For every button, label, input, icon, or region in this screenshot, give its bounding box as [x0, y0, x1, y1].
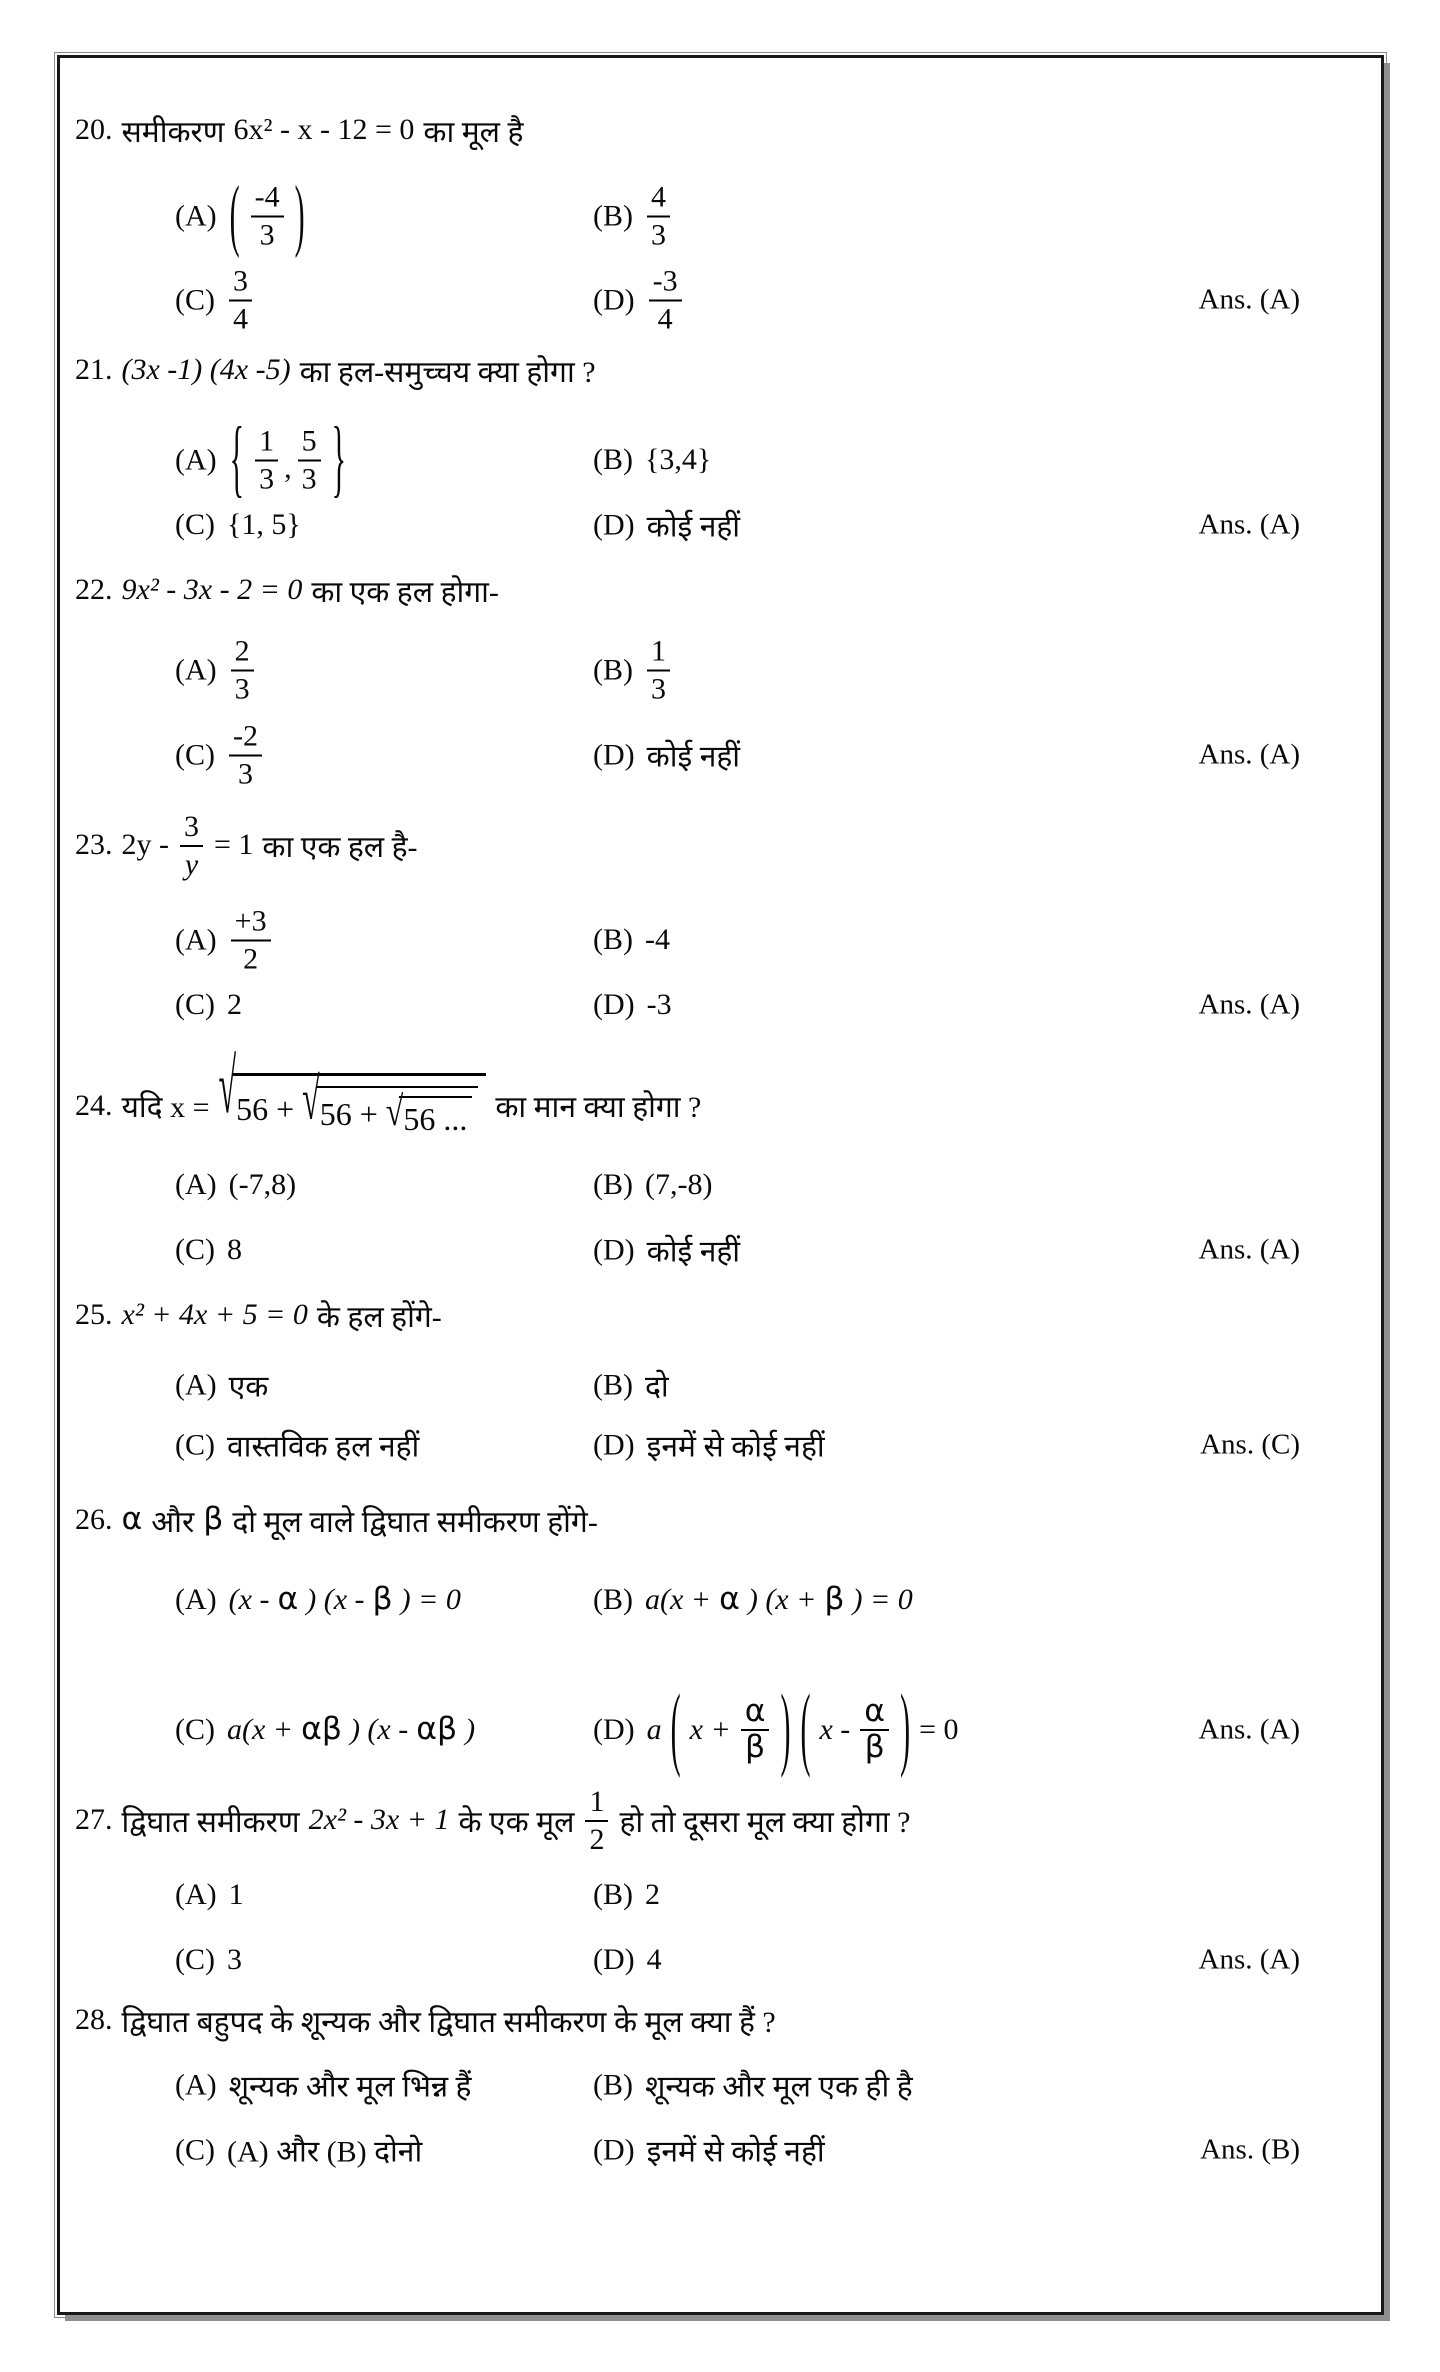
square-root: √56 + √56 ... — [302, 1086, 478, 1139]
left-paren-bracket: ( — [670, 1676, 681, 1780]
answer-label: Ans. (A) — [1198, 988, 1300, 1021]
question-number: 24. — [75, 1088, 113, 1122]
question-26-options-cd — [57, 1672, 1384, 1787]
question-number: 27. — [75, 1803, 113, 1836]
left-paren-bracket: ( — [800, 1676, 811, 1780]
question-text: यदि x = — [121, 1091, 210, 1124]
alpha-beta-symbol: αβ — [416, 1710, 458, 1747]
fraction: 1 3 — [647, 635, 670, 706]
fraction: -4 3 — [251, 181, 284, 252]
equation: 6x² - x - 12 = 0 — [233, 113, 415, 146]
alpha-symbol: α — [121, 1501, 143, 1538]
question-27-options-ab — [57, 1873, 1384, 1917]
radical-sign: √ — [385, 1086, 404, 1134]
option-label: (D) — [593, 988, 635, 1021]
fraction: -3 4 — [649, 265, 682, 336]
question-number: 26. — [75, 1503, 113, 1536]
question-number: 22. — [75, 573, 113, 606]
right-paren-bracket: ) — [780, 1676, 791, 1780]
option-text: a(x + — [645, 1583, 712, 1616]
equation: 2y - — [121, 828, 169, 861]
option-b — [593, 1365, 669, 1406]
option-text: (-7,8) — [228, 1168, 297, 1201]
question-20-line — [57, 108, 1384, 152]
option-text: = 0 — [919, 1712, 959, 1746]
option-label: (A) — [175, 1583, 217, 1616]
option-b — [593, 635, 672, 706]
question-22-line — [57, 568, 1384, 612]
option-a — [175, 170, 306, 260]
question-23-options-cd — [57, 983, 1384, 1027]
answer-label: Ans. (C) — [1200, 1428, 1300, 1461]
option-d — [593, 1676, 959, 1780]
option-b — [593, 2065, 913, 2106]
option-text: ) = 0 — [852, 1583, 913, 1616]
question-21-line — [57, 348, 1384, 392]
answer-label: Ans. (A) — [1198, 1943, 1300, 1976]
option-text: -4 — [645, 923, 670, 956]
option-label: (B) — [593, 1878, 633, 1911]
option-text: वास्तविक हल नहीं — [227, 1430, 420, 1464]
option-label: (A) — [175, 1368, 217, 1401]
option-text: 2 — [645, 1878, 660, 1911]
radical-sign: √ — [218, 1042, 237, 1129]
option-text: इनमें से कोई नहीं — [646, 1430, 825, 1464]
option-text: ) (x - — [349, 1712, 409, 1746]
option-text: कोई नहीं — [646, 740, 741, 774]
option-label: (B) — [593, 923, 633, 956]
option-d — [593, 265, 684, 336]
question-text: द्विघात समीकरण — [121, 1805, 300, 1839]
question-28-line — [57, 1998, 1384, 2042]
question-text: द्विघात बहुपद के शून्यक और द्विघात समीकरण के मूल क्या हैं ? — [121, 2005, 776, 2039]
option-label: (C) — [175, 2133, 215, 2166]
answer-label: Ans. (A) — [1198, 1713, 1300, 1745]
option-label: (C) — [175, 508, 215, 541]
radical-sign: √ — [302, 1065, 320, 1132]
option-d — [593, 1230, 740, 1271]
option-text: a(x + — [227, 1712, 294, 1746]
option-a — [175, 635, 256, 706]
question-number: 25. — [75, 1298, 113, 1331]
option-text: एक — [228, 1370, 269, 1404]
question-text: का हल-समुच्चय क्या होगा ? — [299, 355, 596, 389]
option-label: (A) — [175, 1168, 217, 1201]
option-d — [593, 2130, 825, 2171]
question-23-options-ab — [57, 894, 1384, 986]
question-text: का एक हल है- — [262, 830, 418, 864]
right-paren-bracket: ) — [900, 1676, 911, 1780]
option-text: 8 — [227, 1233, 242, 1266]
question-27-line — [57, 1785, 1384, 1855]
option-text: a — [646, 1712, 662, 1746]
option-label: (D) — [593, 283, 635, 316]
fraction: 1 3 — [255, 425, 278, 496]
option-label: (A) — [175, 1878, 217, 1911]
option-text: ) (x - — [306, 1583, 365, 1616]
option-a — [175, 905, 273, 976]
fraction: 1 2 — [585, 1785, 608, 1856]
option-label: (B) — [593, 653, 633, 686]
equation: 9x² - 3x - 2 = 0 — [121, 573, 303, 606]
fraction: $\frac{3}{y}$ — [180, 810, 203, 881]
option-text: {1, 5} — [227, 508, 301, 541]
option-c — [175, 265, 254, 336]
option-text: शून्यक और मूल एक ही है — [645, 2070, 913, 2104]
question-paper-content — [57, 55, 1384, 2315]
option-text: -3 — [646, 988, 672, 1021]
option-a — [175, 1583, 461, 1617]
option-c — [175, 2130, 422, 2171]
question-text: और — [151, 1505, 195, 1539]
option-c — [175, 720, 264, 791]
option-text: कोई नहीं — [646, 510, 741, 544]
question-25-options-cd — [57, 1423, 1384, 1467]
equation: = 1 — [214, 828, 254, 861]
fraction: +3 2 — [231, 905, 271, 976]
option-text: {3,4} — [645, 443, 712, 476]
option-label: (C) — [175, 738, 215, 771]
question-22-options-cd — [57, 709, 1384, 801]
answer-label: Ans. (A) — [1198, 508, 1300, 541]
option-c — [175, 988, 242, 1022]
equation: (3x -1) (4x -5) — [121, 353, 291, 386]
option-label: (D) — [593, 2133, 635, 2166]
option-label: (A) — [175, 923, 217, 956]
option-label: (D) — [593, 1943, 635, 1976]
question-24-options-ab — [57, 1163, 1384, 1207]
option-label: (B) — [593, 1368, 633, 1401]
question-text: दो मूल वाले द्विघात समीकरण होंगे- — [232, 1505, 598, 1539]
fraction: 2 3 — [231, 635, 254, 706]
option-label: (D) — [593, 1233, 635, 1266]
option-label: (A) — [175, 443, 217, 476]
option-b — [593, 923, 670, 957]
alpha-symbol: α — [719, 1581, 740, 1618]
option-text: 2 — [227, 988, 242, 1021]
option-text: कोई नहीं — [646, 1235, 741, 1269]
option-c — [175, 1233, 242, 1267]
option-c — [175, 1710, 476, 1747]
question-text: का मान क्या होगा ? — [495, 1091, 702, 1124]
equation: 2x² - 3x + 1 — [308, 1803, 450, 1836]
option-text: दो — [645, 1370, 669, 1404]
question-26-line — [57, 1495, 1384, 1545]
option-label: (A) — [175, 2068, 217, 2101]
question-25-line — [57, 1293, 1384, 1337]
option-a — [175, 2065, 471, 2106]
option-label: (C) — [175, 988, 215, 1021]
left-brace-bracket: { — [229, 410, 245, 507]
question-20-options-ab — [57, 170, 1384, 262]
question-number: 23. — [75, 828, 113, 861]
question-23-line — [57, 800, 1384, 890]
answer-label: Ans. (A) — [1198, 283, 1300, 316]
nested-square-root: √56 + √56 + √56 ... — [219, 1073, 487, 1139]
option-text: 1 — [228, 1878, 244, 1911]
fraction: -2 3 — [229, 720, 262, 791]
fraction: 4 3 — [647, 181, 670, 252]
option-a — [175, 1168, 296, 1202]
option-label: (A) — [175, 199, 217, 232]
option-c — [175, 1943, 242, 1977]
option-c — [175, 508, 301, 542]
question-text: के एक मूल — [458, 1805, 575, 1839]
alpha-beta-symbol: αβ — [301, 1710, 342, 1747]
option-c — [175, 1425, 419, 1466]
option-label: (C) — [175, 1233, 215, 1266]
square-root: √56 ... — [386, 1096, 473, 1139]
question-22-options-ab — [57, 624, 1384, 716]
answer-label: Ans. (B) — [1200, 2133, 1300, 2166]
answer-label: Ans. (A) — [1198, 1233, 1300, 1266]
fraction: 5 3 — [298, 425, 321, 496]
option-text: (A) और (B) दोनो — [227, 2135, 423, 2169]
right-paren-bracket: ) — [294, 170, 305, 260]
question-text: के हल होंगे- — [316, 1300, 442, 1334]
beta-symbol: β — [824, 1581, 845, 1618]
fraction: $\frac{\alpha}{\beta}$ — [741, 1696, 770, 1764]
question-21-options-ab — [57, 408, 1384, 512]
question-26-options-ab — [57, 1578, 1384, 1622]
option-a — [175, 1365, 268, 1406]
option-d — [593, 1425, 825, 1466]
option-label: (D) — [593, 508, 635, 541]
option-text: 3 — [227, 1943, 242, 1976]
option-d — [593, 1943, 662, 1977]
question-number: 20. — [75, 113, 113, 146]
option-text: ) (x + — [747, 1583, 817, 1616]
question-21-options-cd — [57, 503, 1384, 547]
equation: x² + 4x + 5 = 0 — [121, 1298, 308, 1331]
option-label: (D) — [593, 1712, 635, 1746]
option-text: x + — [689, 1712, 731, 1746]
option-b — [593, 443, 711, 477]
option-label: (B) — [593, 1583, 633, 1616]
option-label: (C) — [175, 1712, 215, 1746]
option-d — [593, 505, 740, 546]
option-text: (x - — [228, 1583, 270, 1616]
option-text: x - — [819, 1712, 851, 1746]
option-text: इनमें से कोई नहीं — [646, 2135, 825, 2169]
option-text: शून्यक और मूल भिन्न हैं — [228, 2070, 472, 2104]
option-label: (C) — [175, 1943, 215, 1976]
question-text: का एक हल होगा- — [311, 575, 499, 609]
beta-symbol: β — [372, 1581, 393, 1618]
question-28-options-cd — [57, 2128, 1384, 2172]
option-b — [593, 1168, 712, 1202]
answer-label: Ans. (A) — [1198, 738, 1300, 771]
question-text: हो तो दूसरा मूल क्या होगा ? — [619, 1805, 911, 1839]
option-b — [593, 181, 672, 252]
option-label: (C) — [175, 283, 215, 316]
option-d — [593, 988, 672, 1022]
question-number: 28. — [75, 2003, 113, 2036]
option-b — [593, 1583, 913, 1617]
option-text: (7,-8) — [645, 1168, 713, 1201]
fraction: α β — [860, 1696, 889, 1764]
question-text: समीकरण — [121, 115, 225, 149]
option-a — [175, 410, 347, 507]
option-label: (D) — [593, 1428, 635, 1461]
option-label: (B) — [593, 1168, 633, 1201]
question-number: 21. — [75, 353, 113, 386]
comma: , — [284, 451, 292, 485]
alpha-symbol: α — [277, 1581, 299, 1618]
option-text: 4 — [646, 1943, 662, 1976]
option-text: ) = 0 — [400, 1583, 461, 1616]
option-a — [175, 1878, 244, 1912]
option-label: (B) — [593, 199, 633, 232]
option-label: (C) — [175, 1428, 215, 1461]
beta-symbol: β — [203, 1501, 224, 1538]
option-label: (B) — [593, 2068, 633, 2101]
question-28-options-ab — [57, 2063, 1384, 2107]
option-label: (D) — [593, 738, 635, 771]
question-25-options-ab — [57, 1363, 1384, 1407]
question-24-options-cd — [57, 1228, 1384, 1272]
right-brace-bracket: } — [331, 410, 346, 507]
question-20-options-cd — [57, 254, 1384, 346]
question-24-line — [57, 1042, 1384, 1153]
option-label: (A) — [175, 653, 217, 686]
question-27-options-cd — [57, 1938, 1384, 1982]
left-paren-bracket: ( — [229, 170, 240, 260]
fraction: 3 4 — [229, 265, 252, 336]
option-d — [593, 735, 740, 776]
question-text: का मूल है — [423, 115, 524, 149]
option-text: ) — [465, 1712, 476, 1746]
option-b — [593, 1878, 660, 1912]
option-label: (B) — [593, 443, 633, 476]
